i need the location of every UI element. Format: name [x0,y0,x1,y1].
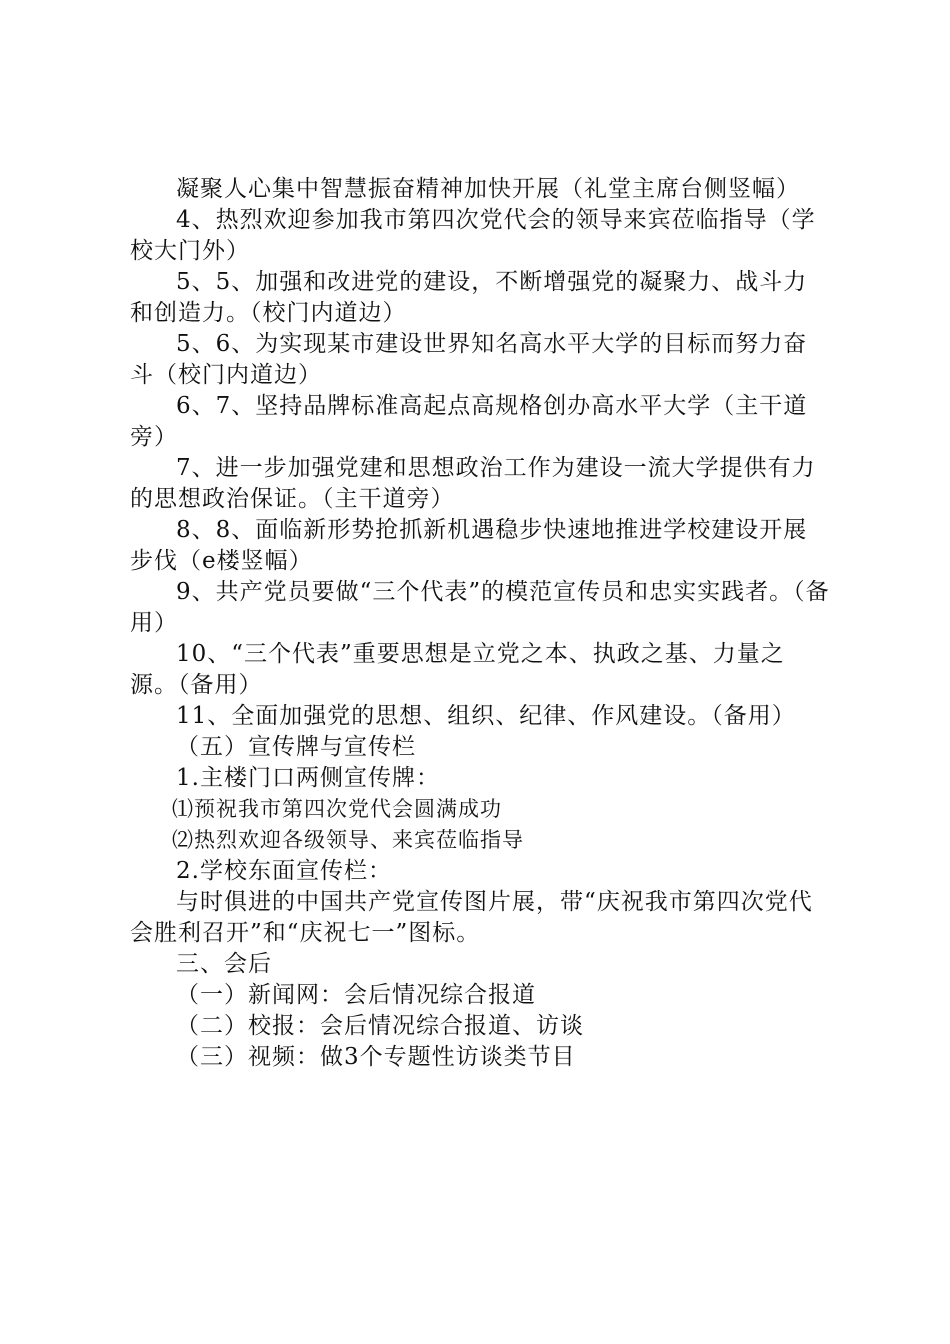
banner-item-6-7: 6、7、坚持品牌标准高起点高规格创办高水平大学（主干道旁） [130,393,808,450]
banner-paragraph-hall: 凝聚人心集中智慧振奋精神加快开展（礼堂主席台侧竖幅） [176,176,800,202]
banner-item-11: 11、全面加强党的思想、组织、纪律、作风建设。（备用） [176,703,796,729]
banner-item-5-5: 5、5、加强和改进党的建设，不断增强党的凝聚力、战斗力和创造力。（校门内道边） [130,269,808,326]
board-item-2: ⑵热烈欢迎各级领导、来宾莅临指导 [172,828,524,852]
section-heading-signboards: （五）宣传牌与宣传栏 [176,734,416,760]
after-item-video: （三）视频：做3个专题性访谈类节目 [176,1044,576,1070]
subheading-east-billboard: 2.学校东面宣传栏： [176,858,392,884]
banner-item-7: 7、进一步加强党建和思想政治工作为建设一流大学提供有力的思想政治保证。（主干道旁） [130,455,816,512]
banner-item-8-8: 8、8、面临新形势抢抓新机遇稳步快速地推进学校建设开展步伐（e楼竖幅） [130,517,808,574]
subheading-main-building-boards: 1.主楼门口两侧宣传牌： [176,765,440,791]
board-item-1: ⑴预祝我市第四次党代会圆满成功 [172,797,502,821]
section-heading-after-meeting: 三、会后 [176,951,272,977]
banner-item-4: 4、热烈欢迎参加我市第四次党代会的领导来宾莅临指导（学校大门外） [130,207,816,264]
document-body [130,174,830,1073]
banner-item-9: 9、共产党员要做“三个代表”的模范宣传员和忠实实践者。（备用） [130,579,830,636]
billboard-description: 与时俱进的中国共产党宣传图片展，带“庆祝我市第四次党代会胜利召开”和“庆祝七一”图标。 [130,889,813,946]
banner-item-10: 10、“三个代表”重要思想是立党之本、执政之基、力量之源。（备用） [130,641,785,698]
after-item-news-web: （一）新闻网：会后情况综合报道 [176,982,536,1008]
banner-item-5-6: 5、6、为实现某市建设世界知名高水平大学的目标而努力奋斗（校门内道边） [130,331,808,388]
after-item-school-paper: （二）校报：会后情况综合报道、访谈 [176,1013,584,1039]
